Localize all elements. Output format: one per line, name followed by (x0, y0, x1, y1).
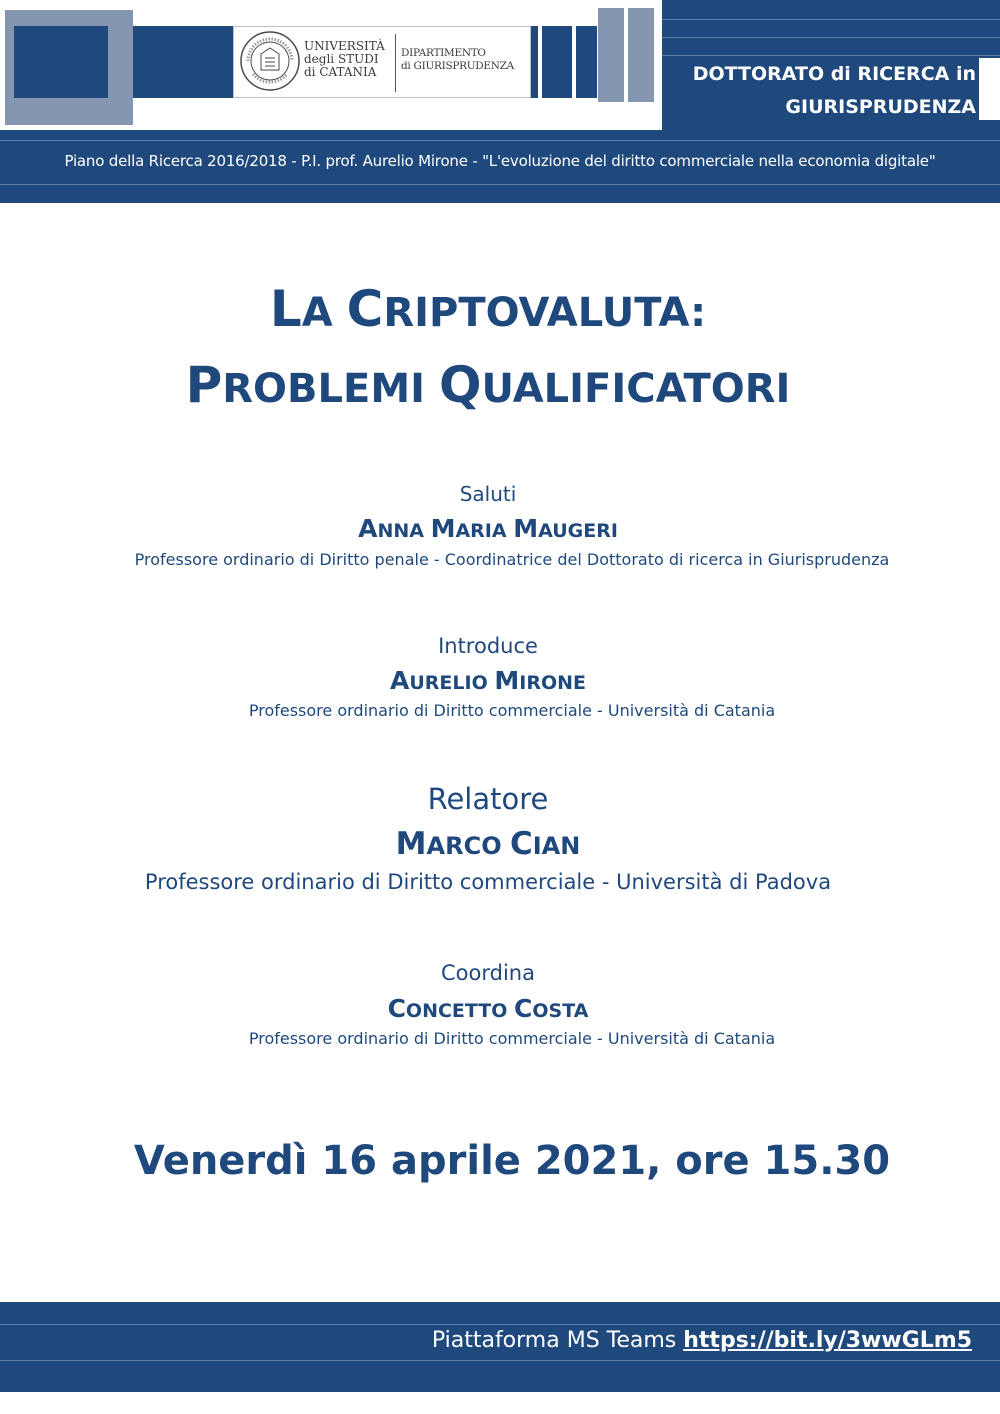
speaker-desc-mirone: Professore ordinario di Diritto commerciale - Università di Catania (248, 701, 776, 720)
name-text: ARCO (426, 832, 510, 860)
speaker-desc-maugeri: Professore ordinario di Diritto penale - Coordinatrice del Dottorato di ricerca in Giurisprudenza (134, 550, 890, 569)
speaker-role-introduce: Introduce (438, 634, 538, 658)
decorative-line (572, 26, 576, 98)
logo-divider (395, 34, 396, 92)
speaker-name-maugeri (0, 514, 976, 543)
name-cap: C (514, 994, 533, 1023)
title-cap: Q (438, 356, 482, 414)
event-title-line2 (0, 356, 976, 414)
speaker-desc-costa: Professore ordinario di Diritto commerciale - Università di Catania (248, 1029, 776, 1048)
name-text: URELIO (409, 672, 495, 694)
university-name-line: UNIVERSITÀ (304, 39, 385, 53)
title-cap: P (185, 356, 223, 414)
university-name-line: degli STUDI (304, 52, 379, 66)
footer-stripe (0, 1324, 1000, 1325)
speaker-name-mirone (0, 666, 976, 695)
name-cap: M (494, 666, 520, 695)
program-title-line: DOTTORATO di RICERCA in (692, 63, 976, 85)
speaker-role-saluti: Saluti (459, 482, 517, 506)
university-seal-icon (239, 30, 301, 92)
event-datetime: Venerdì 16 aprile 2021, ore 15.30 (133, 1138, 891, 1184)
university-name (304, 40, 385, 79)
name-text: ARIA (455, 520, 514, 542)
speaker-role-coordina: Coordina (441, 961, 535, 985)
name-text: ONCETTO (405, 1000, 515, 1022)
title-cap: C (346, 280, 384, 338)
name-text: AUGERI (538, 520, 618, 542)
name-text: OSTA (532, 1000, 589, 1022)
header-notch (979, 58, 1000, 120)
program-title-line: GIURISPRUDENZA (785, 96, 976, 118)
doctorate-program-title (693, 58, 976, 124)
decorative-square-inner (14, 26, 108, 98)
name-cap: C (509, 826, 533, 862)
name-cap: M (395, 826, 427, 862)
decorative-bar-left (133, 26, 233, 98)
research-plan-line: Piano della Ricerca 2016/2018 - P.I. prof. Aurelio Mirone - "L'evoluzione del diritto commerciale nella economia digitale" (64, 152, 936, 170)
name-cap: M (513, 514, 539, 543)
name-text: NNA (377, 520, 431, 542)
platform-label: Piattaforma MS Teams (431, 1328, 684, 1353)
university-name-line: di CATANIA (304, 65, 377, 79)
speaker-role-relatore: Relatore (427, 782, 549, 816)
department-name-line: di GIURISPRUDENZA (401, 60, 514, 72)
footer-trailing-mark: . (992, 1372, 997, 1388)
title-text: RIPTOVALUTA: (383, 290, 707, 336)
decorative-line (624, 8, 628, 102)
name-cap: A (390, 666, 410, 695)
decorative-line (538, 26, 542, 98)
title-text: A (301, 290, 347, 336)
department-name-line: DIPARTIMENTO (401, 47, 486, 59)
title-cap: L (269, 280, 302, 338)
name-text: IAN (532, 832, 581, 860)
title-text: ROBLEMI (222, 366, 439, 412)
header-stripe (0, 184, 1000, 185)
header-stripe (0, 140, 1000, 141)
event-title-line1 (0, 280, 976, 338)
name-cap: M (430, 514, 456, 543)
name-cap: A (358, 514, 378, 543)
name-text: IRONE (519, 672, 586, 694)
footer-platform (432, 1328, 972, 1353)
department-name (401, 47, 514, 73)
teams-link[interactable]: https://bit.ly/3wwGLm5 (683, 1328, 972, 1353)
speaker-desc-cian: Professore ordinario di Diritto commerciale - Università di Padova (144, 870, 832, 894)
speaker-name-cian (0, 826, 976, 862)
title-text: UALIFICATORI (481, 366, 791, 412)
name-cap: C (387, 994, 406, 1023)
speaker-name-costa (0, 994, 976, 1023)
footer-stripe (0, 1360, 1000, 1361)
